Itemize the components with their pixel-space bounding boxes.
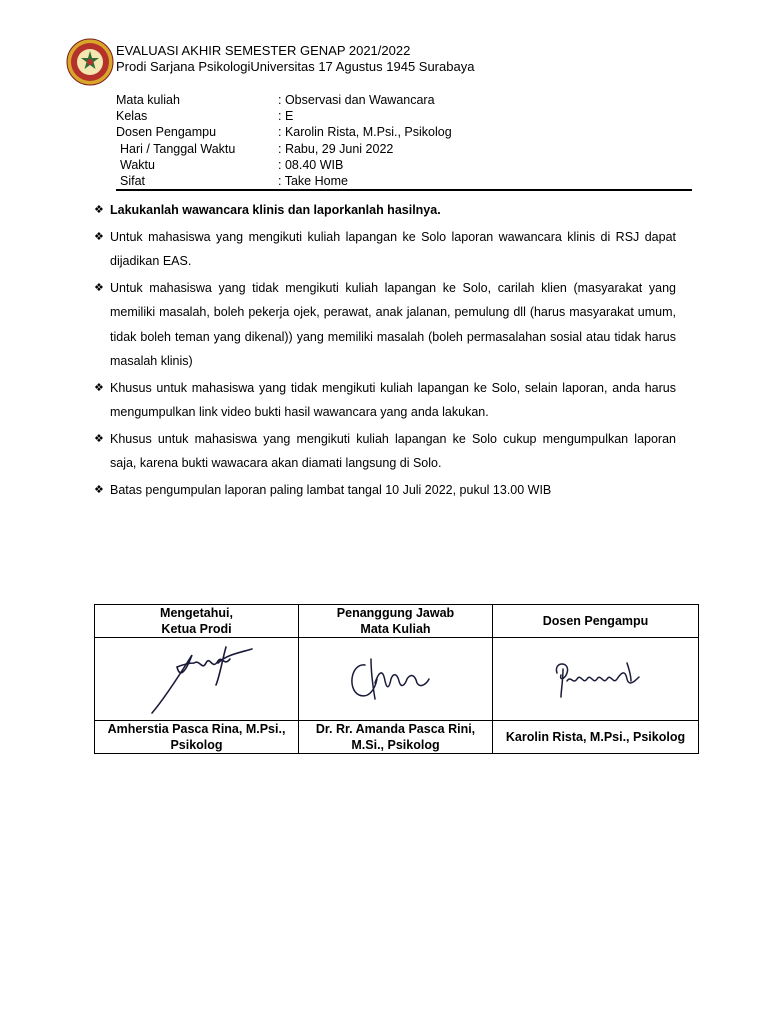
role-line: Dosen Pengampu [542, 614, 649, 628]
document-subtitle: Prodi Sarjana PsikologiUniversitas 17 Agustus 1945 Surabaya [116, 59, 475, 74]
header-divider [116, 189, 692, 191]
role-cell [95, 605, 299, 638]
info-row-lecturer [116, 124, 666, 140]
info-label: Sifat [120, 173, 146, 188]
instruction-text: Untuk mahasiswa yang mengikuti kuliah lapangan ke Solo laporan wawancara klinis di RSJ dapat dijadikan EAS. [110, 229, 676, 268]
table-row [95, 721, 699, 754]
course-info [116, 92, 666, 189]
name-cell [299, 721, 493, 754]
info-row-date [116, 141, 666, 157]
info-value: : Observasi dan Wawancara [278, 93, 435, 107]
name-cell [95, 721, 299, 754]
info-value: : Take Home [278, 173, 348, 188]
name-cell [493, 721, 699, 754]
university-seal-icon [66, 38, 114, 86]
info-label: Hari / Tanggal Waktu [120, 141, 236, 156]
info-row-class [116, 108, 666, 124]
instructions-list [94, 198, 676, 504]
info-label: Kelas [116, 109, 148, 124]
info-label: Mata kuliah [116, 93, 180, 107]
info-value: : E [278, 109, 294, 124]
signature-image [122, 641, 272, 717]
instruction-text: Lakukanlah wawancara klinis dan laporkanlah hasilnya. [110, 203, 441, 217]
signer-name: Karolin Rista, M.Psi., Psikolog [505, 730, 686, 744]
info-value: : Karolin Rista, M.Psi., Psikolog [278, 125, 452, 140]
list-item [94, 376, 676, 425]
list-item [94, 225, 676, 274]
info-value: : Rabu, 29 Juni 2022 [278, 141, 394, 156]
signature-image [331, 649, 461, 709]
diamond-bullet-icon: ❖ [94, 432, 104, 445]
info-label: Dosen Pengampu [116, 125, 217, 140]
signer-name: Psikolog [170, 738, 223, 752]
role-line: Mengetahui, [160, 606, 233, 620]
info-value: : 08.40 WIB [278, 157, 344, 172]
list-item [94, 276, 676, 374]
signature-image [531, 651, 661, 707]
instruction-text: Untuk mahasiswa yang tidak mengikuti kuliah lapangan ke Solo, carilah klien (masyarakat yang memiliki masalah, boleh pekerja ojek, perawat, anak jalanan, pemulung dll (harus masyarakat umum, tidak boleh teman yang dikenal)) yang memiliki masalah (boleh permasalahan sosial atau tidak harus masalah klinis) [110, 280, 676, 368]
signature-cell [299, 638, 493, 721]
diamond-bullet-icon: ❖ [94, 281, 104, 294]
table-row [95, 605, 699, 638]
table-row [95, 638, 699, 721]
role-cell [299, 605, 493, 638]
list-item [94, 478, 676, 503]
info-row-nature [116, 173, 666, 189]
role-line: Ketua Prodi [161, 622, 232, 636]
instruction-text: Khusus untuk mahasiswa yang tidak mengikuti kuliah lapangan ke Solo, selain laporan, anda harus mengumpulkan link video bukti hasil wawancara yang anda lakukan. [110, 380, 676, 419]
list-item [94, 198, 676, 223]
diamond-bullet-icon: ❖ [94, 230, 104, 243]
info-row-course [116, 92, 666, 108]
signature-cell [493, 638, 699, 721]
signer-name: M.Si., Psikolog [351, 738, 440, 752]
role-line: Mata Kuliah [360, 622, 431, 636]
list-item [94, 427, 676, 476]
info-row-time [116, 157, 666, 173]
diamond-bullet-icon: ❖ [94, 381, 104, 394]
instruction-text: Khusus untuk mahasiswa yang mengikuti kuliah lapangan ke Solo cukup mengumpulkan laporan saja, karena bukti wawacara akan diamati langsung di Solo. [110, 431, 676, 470]
signature-table [94, 604, 699, 754]
role-line: Penanggung Jawab [336, 606, 455, 620]
signer-name: Dr. Rr. Amanda Pasca Rini, [315, 722, 476, 736]
document-title: EVALUASI AKHIR SEMESTER GENAP 2021/2022 [116, 43, 411, 58]
role-cell [493, 605, 699, 638]
signature-cell [95, 638, 299, 721]
diamond-bullet-icon: ❖ [94, 483, 104, 496]
diamond-bullet-icon: ❖ [94, 204, 104, 216]
info-label: Waktu [120, 157, 155, 172]
signer-name: Amherstia Pasca Rina, M.Psi., [107, 722, 286, 736]
instruction-text: Batas pengumpulan laporan paling lambat tangal 10 Juli 2022, pukul 13.00 WIB [110, 482, 552, 497]
